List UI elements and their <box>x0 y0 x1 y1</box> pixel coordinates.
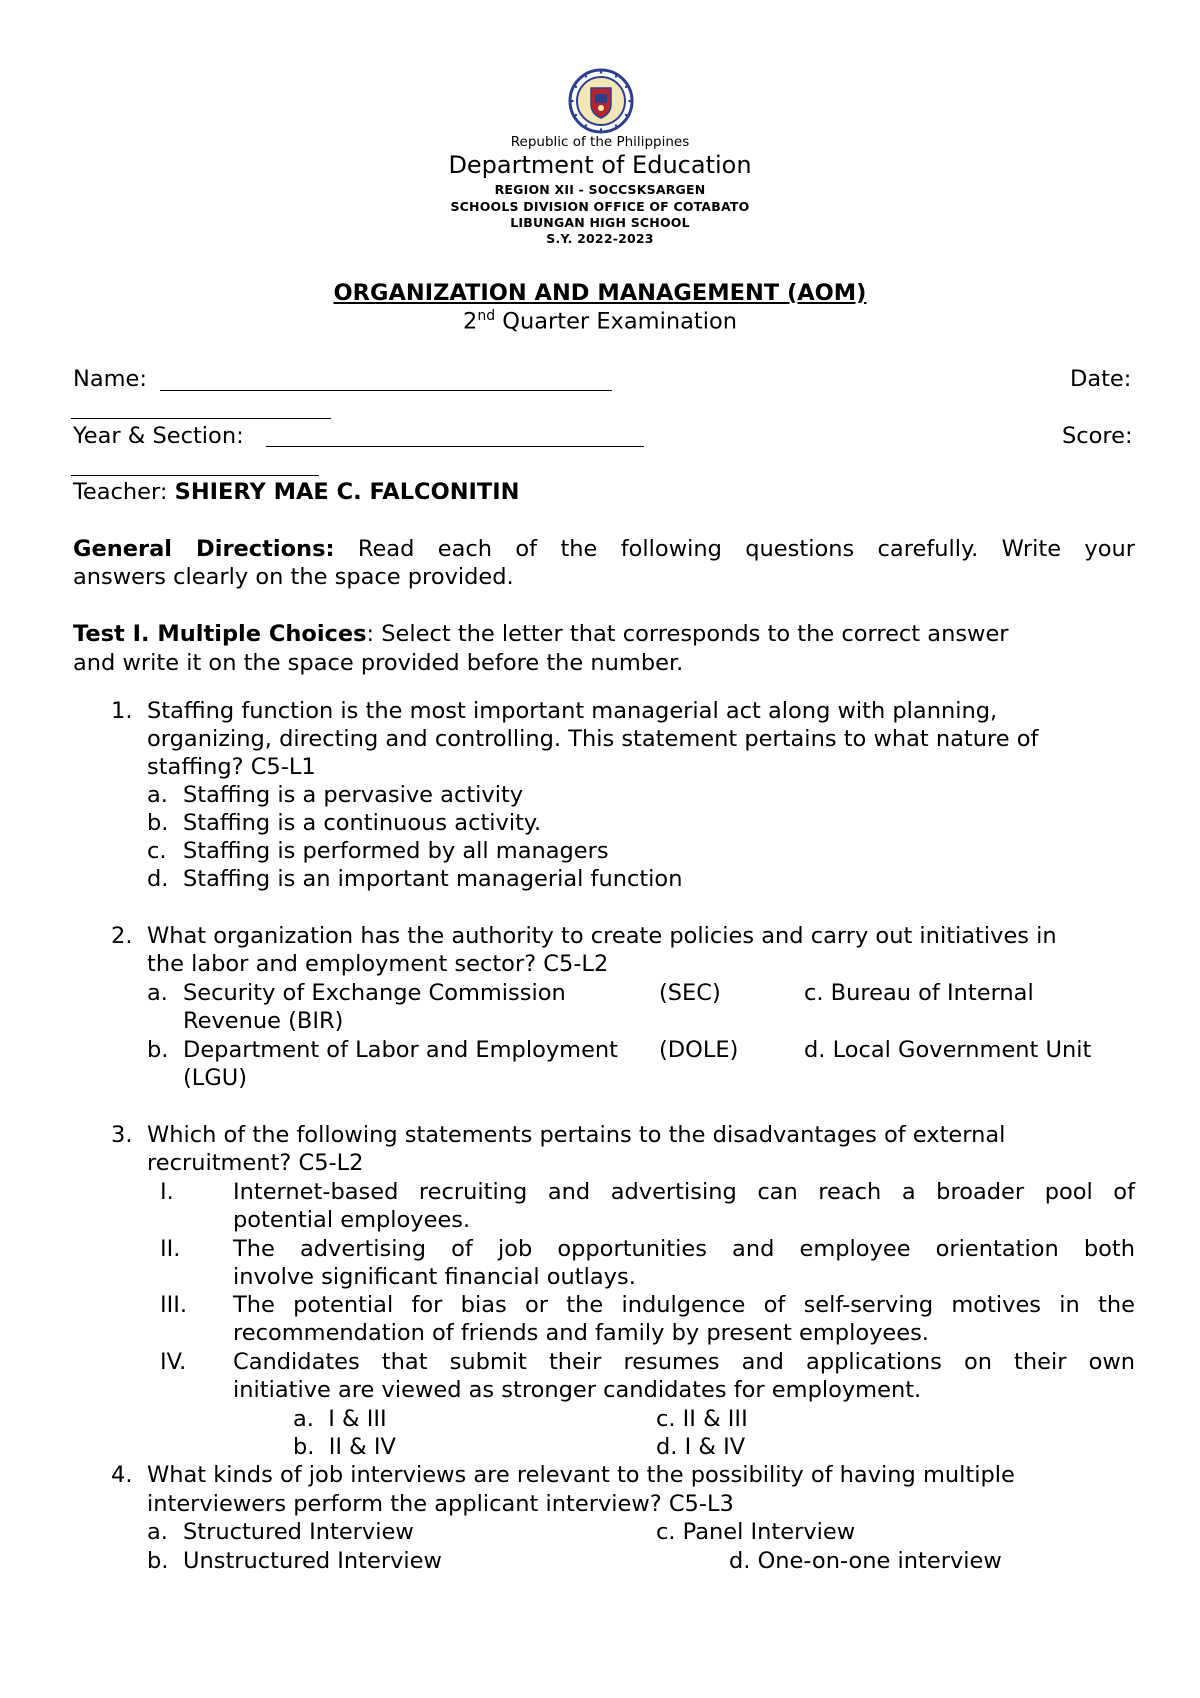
q1-choice-a-letter: a. <box>147 782 168 808</box>
name-blank[interactable] <box>160 390 612 391</box>
q1-choice-b: Staffing is a continuous activity. <box>183 810 542 836</box>
q3-statement-1-line-2: potential employees. <box>233 1207 471 1233</box>
q2-choice-a-letter: a. <box>147 980 168 1006</box>
question-3-line-1: Which of the following statements pertains to the disadvantages of external <box>147 1122 1006 1148</box>
q1-choice-a: Staffing is a pervasive activity <box>183 782 524 808</box>
school-label: LIBUNGAN HIGH SCHOOL <box>510 215 690 230</box>
q2-choice-d-cont: (LGU) <box>183 1065 247 1091</box>
q1-choice-b-letter: b. <box>147 810 169 836</box>
test1-line-2: and write it on the space provided before the number. <box>73 650 684 676</box>
year-section-label: Year & Section: <box>73 423 244 449</box>
q2-choice-a: Security of Exchange Commission <box>183 980 566 1006</box>
q3-statement-3-roman: III. <box>160 1292 188 1318</box>
q2-choice-b: Department of Labor and Employment <box>183 1037 618 1063</box>
q2-choice-c-cont: Revenue (BIR) <box>183 1008 344 1034</box>
republic-label: Republic of the Philippines <box>510 134 690 150</box>
q3-statement-3-line-1: The potential for bias or the indulgence of self-serving motives in the <box>233 1292 1135 1318</box>
test1-label: Test I. Multiple Choices <box>73 621 367 647</box>
question-1-number: 1. <box>111 698 133 724</box>
q2-choice-c: c. Bureau of Internal <box>804 980 1034 1006</box>
directions-label: General Directions: <box>73 536 335 562</box>
teacher-line <box>73 478 519 506</box>
q1-choice-d: Staffing is an important managerial function <box>183 866 683 892</box>
q2-choice-b-abbr: (DOLE) <box>659 1037 739 1063</box>
q1-choice-c: Staffing is performed by all managers <box>183 838 609 864</box>
teacher-label: Teacher: <box>73 479 168 505</box>
q3-statement-4-roman: IV. <box>160 1349 187 1375</box>
question-4-line-2: interviewers perform the applicant interview? C5-L3 <box>147 1491 734 1517</box>
q2-choice-b-letter: b. <box>147 1037 169 1063</box>
q3-statement-3-line-2: recommendation of friends and family by present employees. <box>233 1320 929 1346</box>
teacher-name: SHIERY MAE C. FALCONITIN <box>174 479 520 505</box>
q1-choice-d-letter: d. <box>147 866 169 892</box>
q3-statement-4-line-1: Candidates that submit their resumes and applications on their own <box>233 1349 1135 1375</box>
quarter-number: 2 <box>463 308 478 335</box>
date-label: Date: <box>1070 366 1132 392</box>
directions-line-2: answers clearly on the space provided. <box>73 564 514 590</box>
name-label: Name: <box>73 366 147 392</box>
q3-statement-1-line-1: Internet-based recruiting and advertising can reach a broader pool of <box>233 1179 1135 1205</box>
q3-statement-1-roman: I. <box>160 1179 174 1205</box>
q1-choice-c-letter: c. <box>147 838 167 864</box>
q4-choice-a-letter: a. <box>147 1519 168 1545</box>
q3-choice-a: a. I & III <box>293 1406 387 1432</box>
question-2-number: 2. <box>111 923 133 949</box>
q3-statement-4-line-2: initiative are viewed as stronger candidates for employment. <box>233 1377 922 1403</box>
question-1-line-3: staffing? C5-L1 <box>147 754 316 780</box>
directions-text-1: Read each of the following questions carefully. Write your <box>357 536 1135 562</box>
year-section-blank[interactable] <box>266 446 644 447</box>
question-2-line-1: What organization has the authority to create policies and carry out initiatives in <box>147 923 1057 949</box>
date-blank[interactable] <box>71 418 331 419</box>
question-3-line-2: recruitment? C5-L2 <box>147 1150 364 1176</box>
q3-choice-b: b. II & IV <box>293 1434 396 1460</box>
q3-statement-2-line-1: The advertising of job opportunities and employee orientation both <box>233 1236 1135 1262</box>
q4-choice-b: Unstructured Interview <box>183 1548 442 1574</box>
question-4-number: 4. <box>111 1462 133 1488</box>
division-label: SCHOOLS DIVISION OFFICE OF COTABATO <box>450 199 750 214</box>
question-1-line-2: organizing, directing and controlling. This statement pertains to what nature of <box>147 726 1039 752</box>
test1-text-1: : Select the letter that corresponds to the correct answer <box>366 621 1009 647</box>
q4-choice-d: d. One-on-one interview <box>729 1548 1002 1574</box>
score-label: Score: <box>1062 423 1133 449</box>
q3-choice-d: d. I & IV <box>656 1434 746 1460</box>
deped-seal-icon <box>568 68 634 134</box>
q4-choice-a: Structured Interview <box>183 1519 414 1545</box>
q2-choice-d: d. Local Government Unit <box>804 1037 1092 1063</box>
q3-choice-c: c. II & III <box>656 1406 748 1432</box>
question-4-line-1: What kinds of job interviews are relevant to the possibility of having multiple <box>147 1462 1015 1488</box>
directions-line-1 <box>73 535 1135 563</box>
question-3-number: 3. <box>111 1122 133 1148</box>
quarter-superscript: nd <box>477 308 496 324</box>
school-year-label: S.Y. 2022-2023 <box>546 231 654 246</box>
exam-quarter <box>0 308 1200 335</box>
q3-statement-2-roman: II. <box>160 1236 181 1262</box>
q3-statement-2-line-2: involve significant financial outlays. <box>233 1264 636 1290</box>
department-title: Department of Education <box>448 151 752 179</box>
test1-line-1 <box>73 620 1009 648</box>
q2-choice-a-abbr: (SEC) <box>659 980 721 1006</box>
q4-choice-c: c. Panel Interview <box>656 1519 856 1545</box>
quarter-label: Quarter Examination <box>495 308 737 335</box>
question-1-line-1: Staffing function is the most important managerial act along with planning, <box>147 698 998 724</box>
question-2-line-2: the labor and employment sector? C5-L2 <box>147 951 609 977</box>
exam-title: ORGANIZATION AND MANAGEMENT (AOM) <box>333 280 867 306</box>
score-blank[interactable] <box>71 475 319 476</box>
q4-choice-b-letter: b. <box>147 1548 169 1574</box>
region-label: REGION XII - SOCCSKSARGEN <box>494 182 706 197</box>
